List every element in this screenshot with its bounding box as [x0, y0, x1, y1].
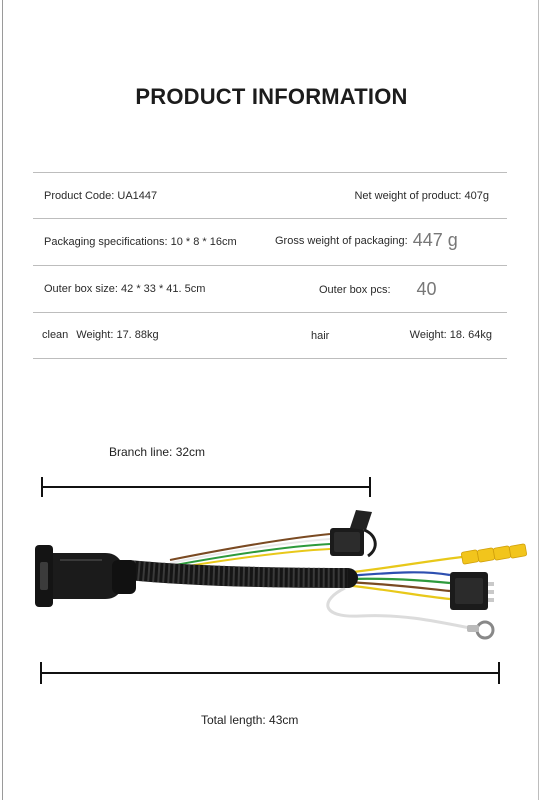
- page-title: PRODUCT INFORMATION: [135, 84, 408, 109]
- flat4-connector-lower: [450, 572, 494, 610]
- total-length-label: Total length: 43cm: [201, 713, 299, 727]
- outer-box-pcs-value: 40: [416, 279, 437, 299]
- hair-weight: Weight: 18. 64kg: [409, 329, 492, 341]
- yellow-terminals: [461, 544, 527, 565]
- corrugated-loom: [128, 570, 348, 578]
- ring-terminal-crimp: [467, 625, 479, 632]
- seven-way-socket: [35, 545, 136, 607]
- outer-box-size: Outer box size: 42 * 33 * 41. 5cm: [44, 283, 206, 295]
- total-dimension-line: [41, 662, 499, 684]
- clean-label: clean: [42, 329, 69, 341]
- branch-line-label: Branch line: 32cm: [109, 445, 206, 459]
- gross-weight-value: 447 g: [412, 230, 458, 250]
- outer-box-pcs-label: Outer box pcs:: [319, 284, 391, 296]
- branch-wires: [170, 534, 330, 569]
- packaging-specifications: Packaging specifications: 10 * 8 * 16cm: [44, 236, 237, 248]
- branch-dimension-line: [42, 477, 370, 497]
- net-weight: Net weight of product: 407g: [354, 190, 489, 202]
- product-code: Product Code: UA1447: [44, 190, 158, 202]
- gross-weight-label: Gross weight of packaging:: [275, 235, 408, 247]
- hair-label: hair: [311, 330, 330, 342]
- clean-weight-value: Weight: 17. 88kg: [76, 329, 159, 341]
- flat4-connector-upper: [330, 510, 375, 556]
- ring-terminal: [477, 622, 493, 638]
- ground-wire: [328, 588, 470, 628]
